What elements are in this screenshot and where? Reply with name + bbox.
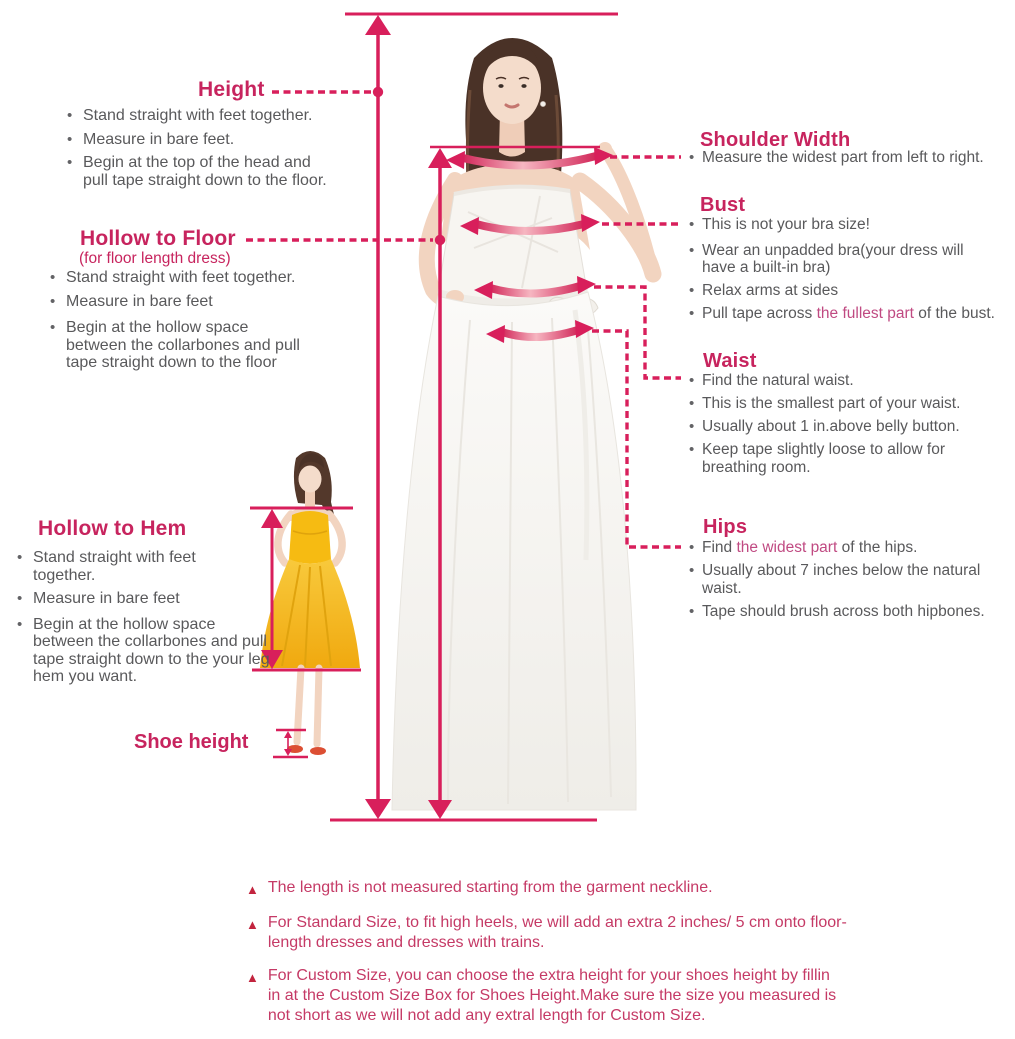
note-text: The length is not measured starting from the garment neckline. <box>267 879 713 896</box>
waist-bullet: • Usually about 1 in.above belly button. <box>686 418 1015 436</box>
height-bullet: • Begin at the top of the head and pull tape straight down to the floor. <box>64 154 336 189</box>
warning-triangle-icon: ▲ <box>246 917 259 932</box>
waist-title: Waist <box>703 350 757 372</box>
bust-bullets <box>686 216 1015 328</box>
warning-triangle-icon: ▲ <box>246 882 259 897</box>
warning-triangle-icon: ▲ <box>246 970 259 985</box>
hollow-to-hem-bullet: • Stand straight with feet together. <box>14 549 258 584</box>
height-measure-arrow <box>365 15 391 819</box>
bust-bullet: • Wear an unpadded bra(your dress will have a built-in bra) <box>686 242 982 277</box>
hips-bullets <box>686 539 1015 626</box>
hips-title: Hips <box>703 516 748 538</box>
waist-bullet: • Keep tape slightly loose to allow for breathing room. <box>686 441 982 476</box>
hips-bullet: • Tape should brush across both hipbones. <box>686 603 1015 621</box>
hollow-to-floor-title: Hollow to Floor <box>80 227 236 250</box>
hollow-to-floor-bullet: • Begin at the hollow space between the collarbones and pull tape straight down to the floor <box>47 319 311 372</box>
hollow-to-hem-bullets <box>14 549 274 692</box>
shoe-height-label: Shoe height <box>134 731 249 753</box>
shoulder-width-bullet: • Measure the widest part from left to right. <box>686 149 1011 167</box>
note-text: For Custom Size, you can choose the extra height for your shoes height by fillin in at the Custom Size Box for Shoes Height.Make sure the size you measured is not short as we will not add any extral length for Custom Size. <box>267 967 837 1024</box>
note-row <box>246 878 906 900</box>
footnotes <box>246 878 906 1039</box>
hollow-to-hem-title: Hollow to Hem <box>38 517 187 540</box>
height-bullets <box>64 107 339 195</box>
hollow-to-floor-bullets <box>47 269 325 378</box>
bust-title: Bust <box>700 194 746 216</box>
shoulder-width-title: Shoulder Width <box>700 129 851 151</box>
white-dress-model-photo <box>392 38 653 810</box>
bust-bullet: • Pull tape across the fullest part of the bust. <box>686 305 1015 323</box>
hollow-to-floor-bullet: • Measure in bare feet <box>47 293 325 311</box>
waist-bullets <box>686 372 1015 482</box>
shoe-height-measure-arrow <box>273 730 308 757</box>
waist-bullet: • This is the smallest part of your waist. <box>686 395 1015 413</box>
hips-bullet: • Find the widest part of the hips. <box>686 539 1015 557</box>
hips-bullet: • Usually about 7 inches below the natural waist. <box>686 562 1002 597</box>
height-title: Height <box>198 78 265 101</box>
note-text: For Standard Size, to fit high heels, we will add an extra 2 inches/ 5 cm onto floor-length dresses and dresses with trains. <box>267 914 847 951</box>
hollow-to-floor-bullet: • Stand straight with feet together. <box>47 269 325 287</box>
note-row <box>246 966 906 1026</box>
note-row <box>246 913 906 953</box>
yellow-dress-model-photo <box>260 451 360 755</box>
bust-bullet: • Relax arms at sides <box>686 282 1015 300</box>
bust-bullet: • This is not your bra size! <box>686 216 1015 234</box>
hollow-to-hem-bullet: • Begin at the hollow space between the collarbones and pull tape straight down to the your leg hem you want. <box>14 616 274 686</box>
height-bullet: • Measure in bare feet. <box>64 131 339 149</box>
hollow-to-floor-subtitle: (for floor length dress) <box>79 250 231 267</box>
hollow-to-hem-bullet: • Measure in bare feet <box>14 590 274 608</box>
shoulder-width-bullets <box>686 149 1011 172</box>
height-bullet: • Stand straight with feet together. <box>64 107 339 125</box>
waist-bullet: • Find the natural waist. <box>686 372 1015 390</box>
